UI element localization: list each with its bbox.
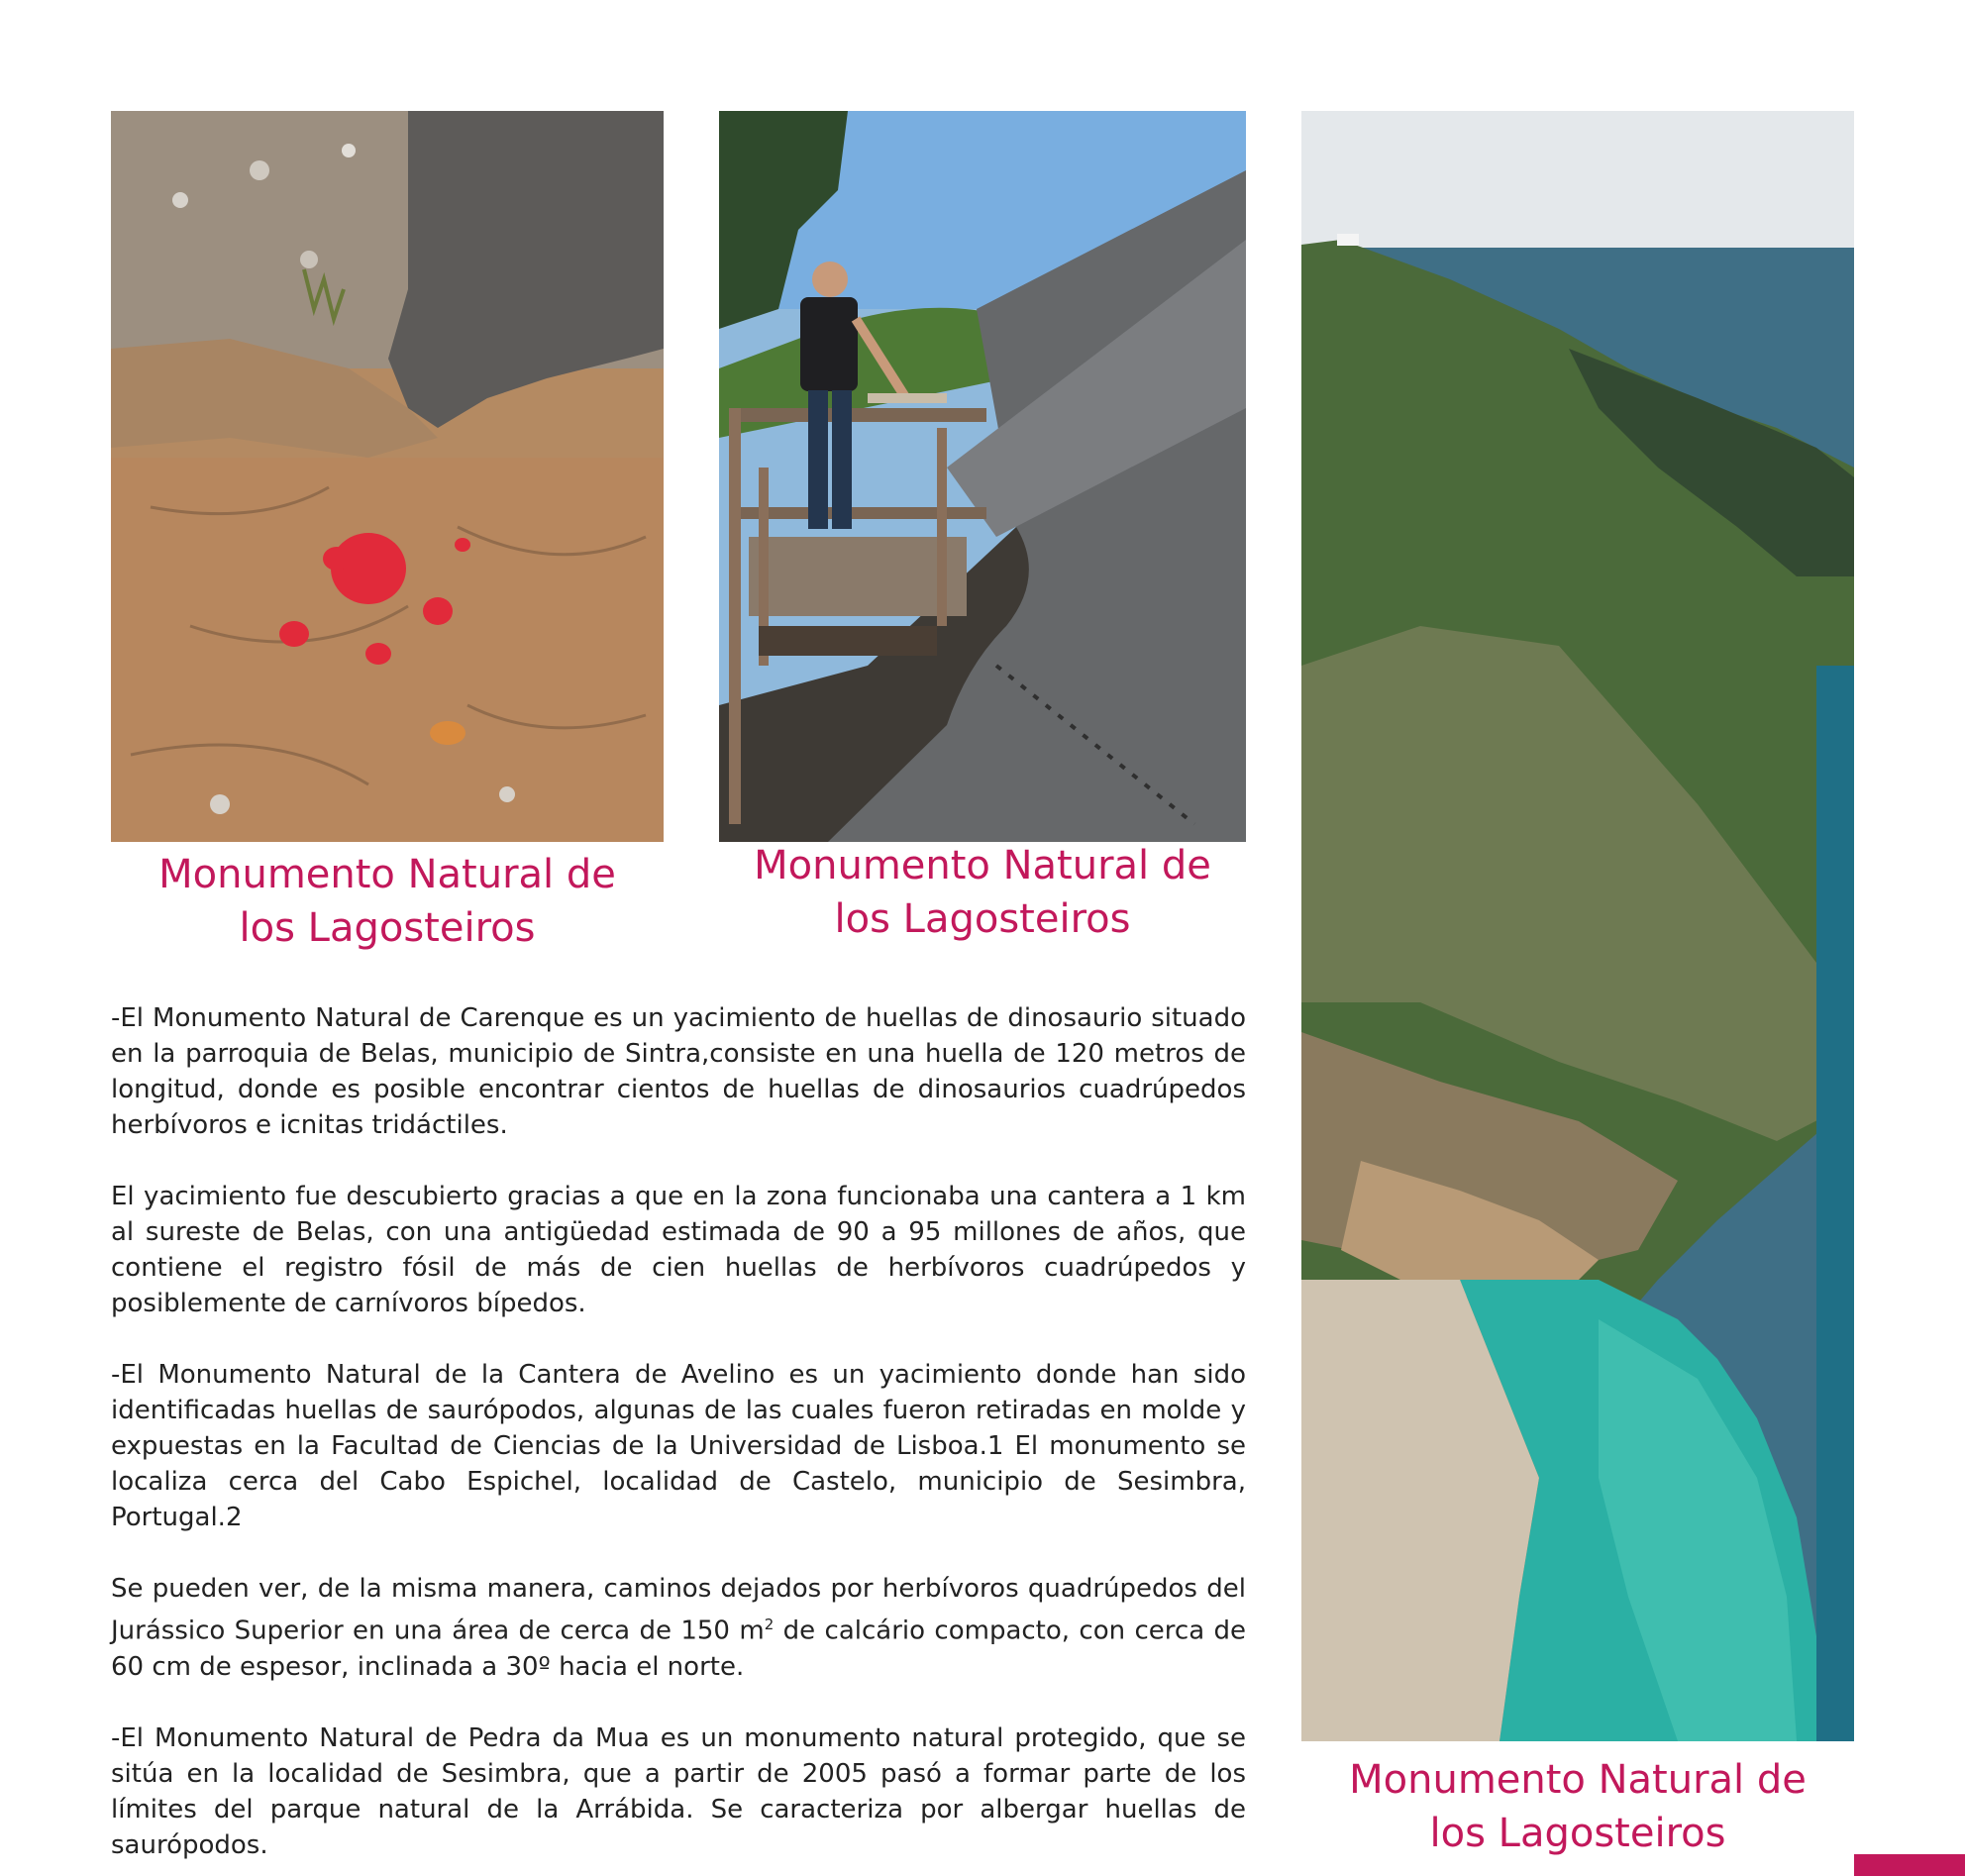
caption-line: los Lagosteiros (1429, 1811, 1726, 1856)
caption-line: los Lagosteiros (239, 905, 536, 951)
paragraph (111, 1571, 1246, 1685)
photo-coastal-cliff (1301, 111, 1854, 1741)
photo-boardwalk-visitor (719, 111, 1246, 842)
caption-line: Monumento Natural de (1349, 1757, 1807, 1803)
paragraph-text: Se pueden ver, de la misma manera, caminos dejados por herbívoros quadrúpedos del Jurássico Superior en una área de cerca de 150 m (111, 1574, 1246, 1646)
paragraph: -El Monumento Natural de Carenque es un yacimiento de huellas de dinosaurio situado en la parroquia de Belas, municipio de Sintra,consiste en una huella de 120 metros de longitud, donde es posible encontrar cientos de huellas de dinosaurios cuadrúpedos herbívoros e icnitas tridáctiles. (111, 1003, 1246, 1140)
paragraph-text: de calcário compacto, con cerca de 60 cm de espesor, inclinada a 30º hacia el norte. (111, 1615, 1247, 1682)
photo-caption (111, 848, 664, 955)
caption-line: los Lagosteiros (834, 896, 1131, 942)
paragraph: -El Monumento Natural de Pedra da Mua es un monumento natural protegido, que se sitúa en la localidad de Sesimbra, que a partir de 2005 pasó a formar parte de los límites del parque natural de la Arrábida. Se caracteriza por albergar huellas de saurópodos. (111, 1722, 1246, 1860)
photo-rock-footprints (111, 111, 664, 842)
photo-caption (1301, 1753, 1854, 1860)
superscript-2: 2 (764, 1615, 775, 1633)
corner-accent-bar (1854, 1854, 1965, 1876)
caption-line: Monumento Natural de (158, 852, 616, 897)
caption-line: Monumento Natural de (754, 843, 1211, 888)
article-body (111, 1000, 1246, 1863)
photo-caption (719, 839, 1246, 946)
paragraph: El yacimiento fue descubierto gracias a que en la zona funcionaba una cantera a 1 km al sureste de Belas, con una antigüedad estimada de 90 a 95 millones de años, que contiene el registro fósil de más de cien huellas de herbívoros cuadrúpedos y posiblemente de carnívoros bípedos. (111, 1182, 1246, 1318)
paragraph: -El Monumento Natural de la Cantera de Avelino es un yacimiento donde han sido identificadas huellas de saurópodos, algunas de las cuales fueron retiradas en molde y expuestas en la Facultad de Ciencias de la Universidad de Lisboa.1 El monumento se localiza cerca del Cabo Espichel, localidad de Castelo, municipio de Sesimbra, Portugal.2 (111, 1360, 1246, 1532)
